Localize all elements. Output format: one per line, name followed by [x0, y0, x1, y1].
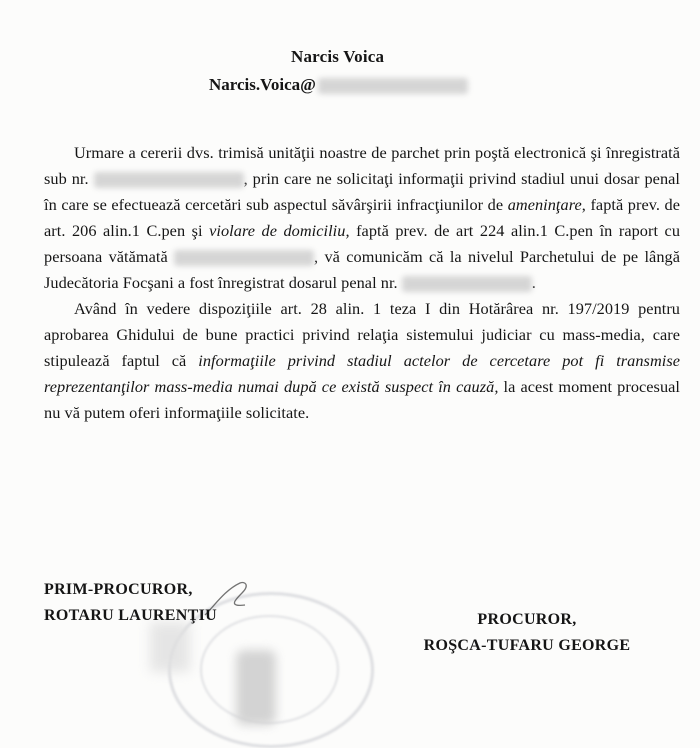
redacted-signature: [236, 650, 276, 725]
redacted-email-domain: [318, 78, 468, 94]
redacted-registration-number: [94, 172, 244, 188]
p1-text-f: .: [531, 273, 536, 292]
p2-text-b: la acest moment procesual nu vă putem oferi informaţiile solicitate.: [44, 377, 680, 422]
right-signer-title: PROCUROR,: [477, 611, 577, 628]
recipient-email: [209, 75, 468, 95]
redacted-mark: [150, 622, 190, 672]
paragraph-2: [44, 296, 680, 426]
recipient-name: Narcis Voica: [291, 47, 385, 66]
letter-body: [44, 140, 680, 426]
left-signer-title: PRIM-PROCUROR,: [44, 581, 193, 598]
p1-italic-ameninture: ameninţare: [507, 195, 582, 214]
right-signer-name: ROŞCA-TUFARU GEORGE: [423, 637, 631, 654]
signature-block-right: [396, 607, 658, 659]
left-signer-name: ROTARU LAURENŢIU: [44, 607, 217, 624]
paragraph-1: [44, 140, 680, 296]
p2-text-a: Având în vedere dispoziţiile art. 28 alin. 1 teza I din Hotărârea nr. 197/2019 pentru aprobarea Ghidului de bune practici privind relaţia sistemului judiciar cu mass-media, care stipulează faptul că: [44, 299, 680, 370]
p1-text-d: faptă prev. de art 224 alin.1 C.pen în raport cu persoana vătămată: [44, 221, 681, 266]
p2-italic-quote: informaţiile privind stadiul actelor de cercetare pot fi transmise reprezentanţilor mass-media numai după ce există suspect în cauză,: [44, 351, 680, 396]
signature-block-left: [44, 577, 217, 629]
p1-text-e: , vă comunicăm că la nivelul Parchetului de pe lângă Judecătoria Focşani a fost înregistrat dosarul penal nr.: [44, 247, 680, 292]
p1-italic-violare: violare de domiciliu,: [209, 221, 350, 240]
p1-text-c: , faptă prev. de art. 206 alin.1 C.pen şi: [44, 195, 681, 240]
redacted-case-number: [402, 276, 532, 292]
recipient-email-prefix: Narcis.Voica@: [209, 75, 316, 94]
p1-text-a: Urmare a cererii dvs. trimisă unităţii noastre de parchet prin poştă electronică şi înregistrată sub nr.: [44, 143, 680, 188]
redacted-victim-name: [174, 250, 314, 266]
p1-text-b: , prin care ne solicitaţi informaţii privind stadiul unui dosar penal în care se efectuează cercetări sub aspectul săvârşirii infracţiunilor de: [44, 169, 680, 214]
